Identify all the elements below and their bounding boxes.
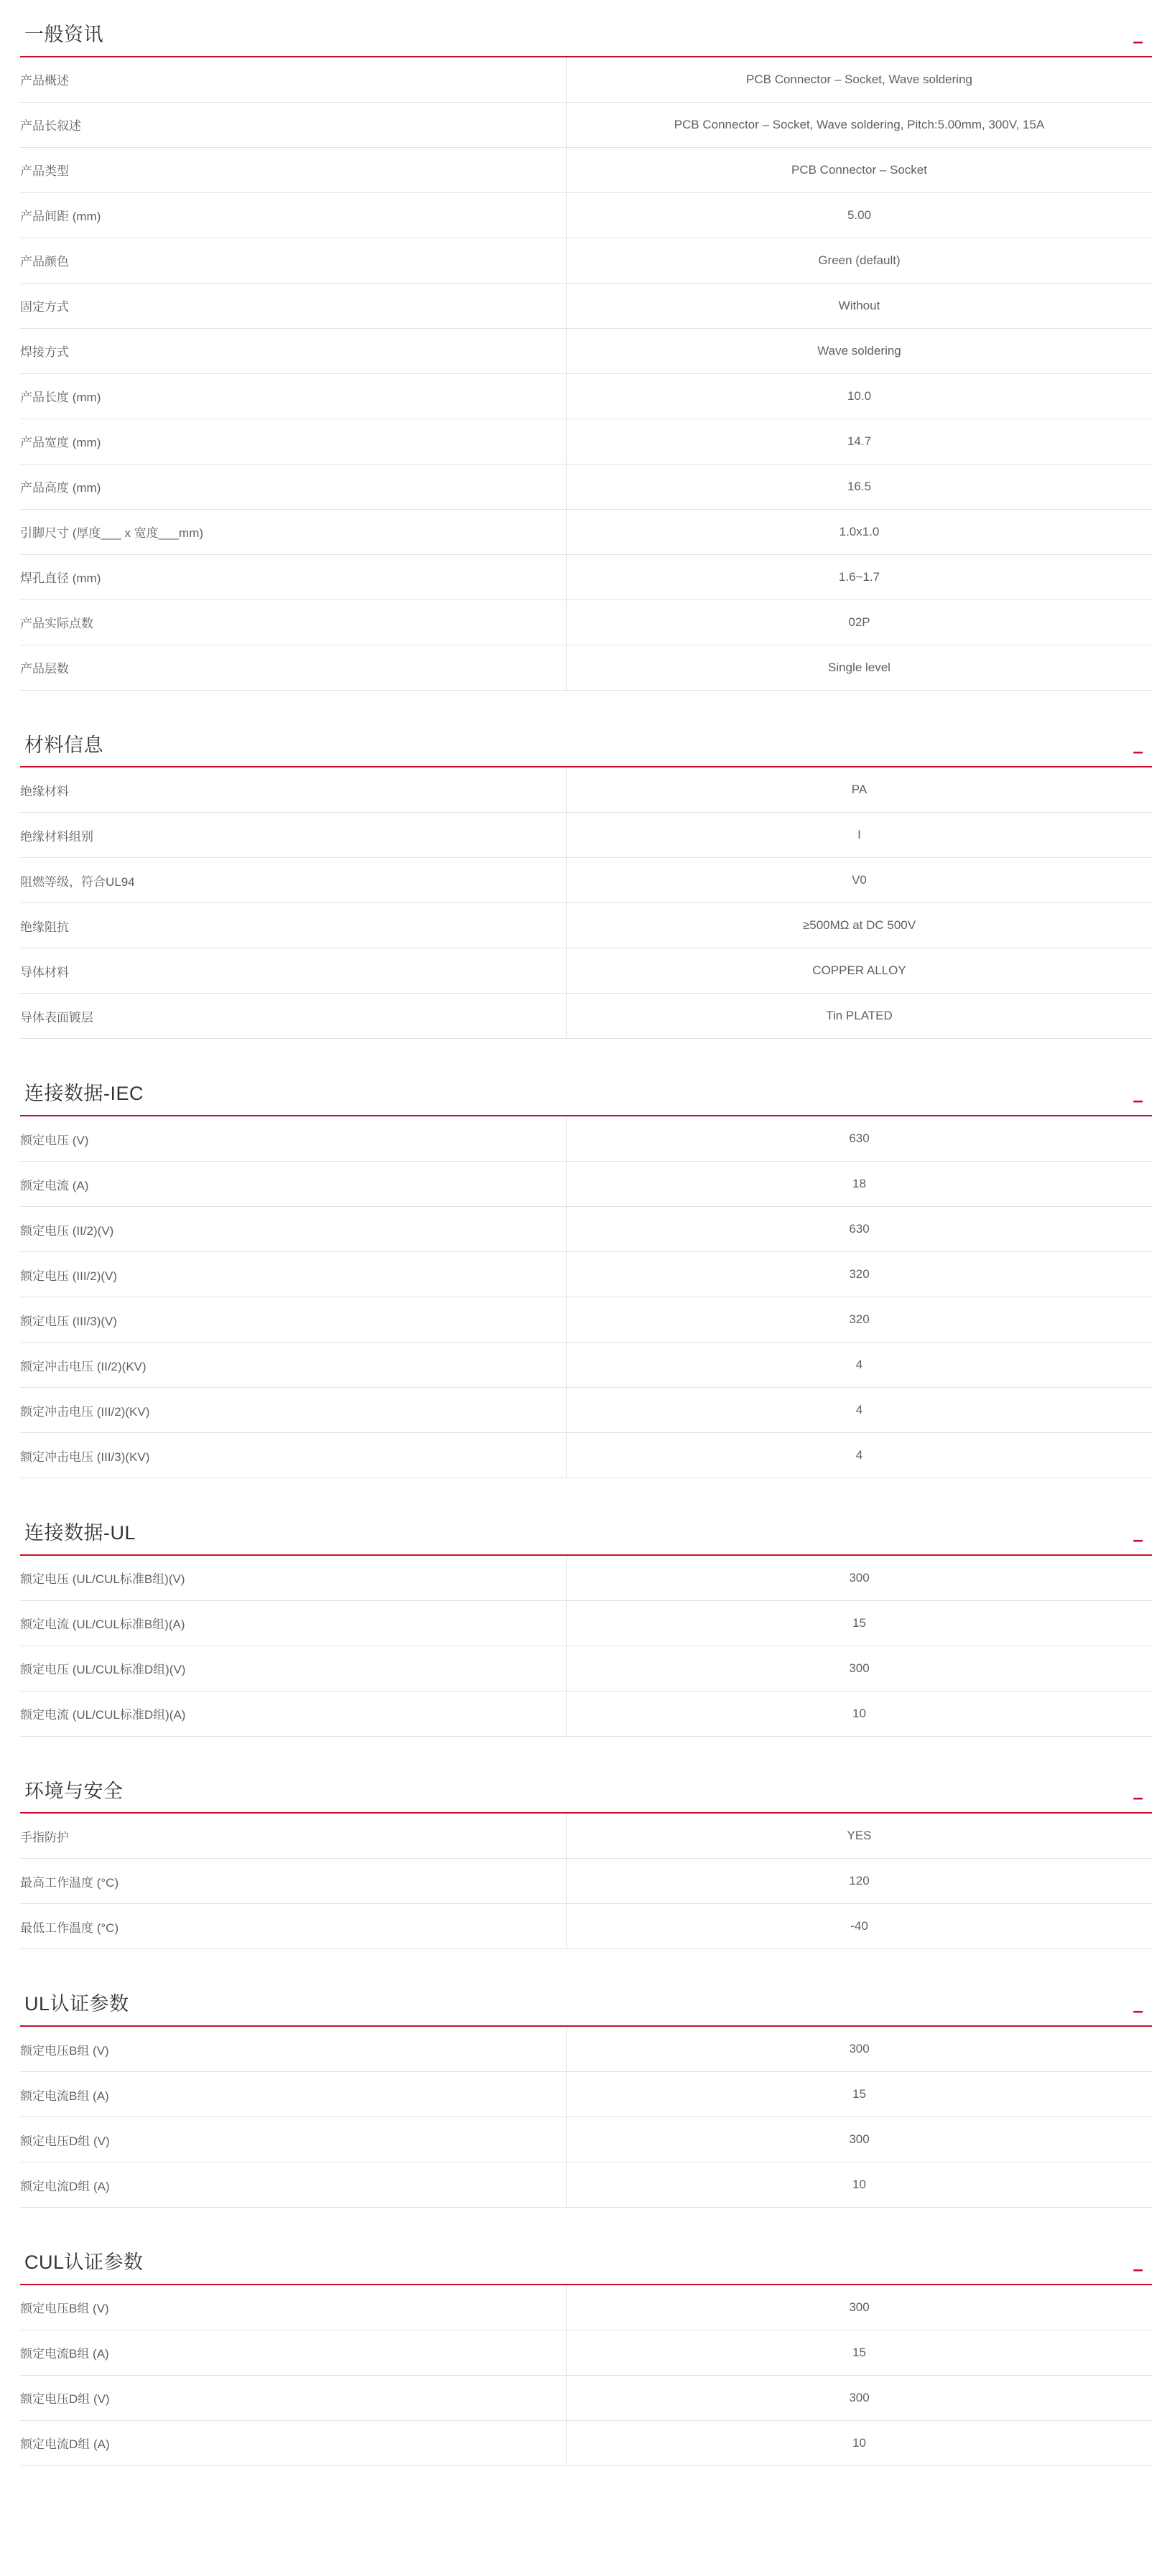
spec-label: 最高工作温度 (°C) xyxy=(20,1859,567,1904)
section-title: 一般资讯 xyxy=(24,24,103,45)
table-row xyxy=(20,599,1152,645)
spec-value: -40 xyxy=(567,1904,1153,1949)
spec-value: V0 xyxy=(567,858,1153,903)
spec-value: 300 xyxy=(567,2285,1153,2330)
spec-value: PA xyxy=(567,767,1153,813)
section-header[interactable] xyxy=(20,1083,1152,1116)
section-title: UL认证参数 xyxy=(24,1993,129,2015)
spec-label: 额定电压D组 (V) xyxy=(20,2117,567,2162)
spec-label: 额定冲击电压 (III/2)(KV) xyxy=(20,1388,567,1433)
spec-section xyxy=(0,1083,1172,1478)
table-row xyxy=(20,1691,1152,1736)
spec-label: 产品间距 (mm) xyxy=(20,192,567,238)
spec-label: 额定电流B组 (A) xyxy=(20,2072,567,2117)
table-row xyxy=(20,419,1152,464)
section-title: CUL认证参数 xyxy=(24,2251,144,2274)
spec-value: 4 xyxy=(567,1343,1153,1388)
table-row xyxy=(20,645,1152,690)
table-row xyxy=(20,328,1152,373)
table-row xyxy=(20,1814,1152,1859)
spec-value: Wave soldering xyxy=(567,328,1153,373)
spec-section xyxy=(0,24,1172,691)
section-spacer xyxy=(0,691,1172,735)
table-row xyxy=(20,192,1152,238)
spec-table xyxy=(20,2027,1152,2208)
spec-label: 焊接方式 xyxy=(20,328,567,373)
spec-label: 额定电压 (III/2)(V) xyxy=(20,1252,567,1297)
spec-table xyxy=(20,1556,1152,1737)
spec-label: 额定电压 (UL/CUL标准D组)(V) xyxy=(20,1646,567,1691)
collapse-minus-icon[interactable]: – xyxy=(1133,1528,1143,1550)
table-row xyxy=(20,2375,1152,2420)
table-row xyxy=(20,1646,1152,1691)
spec-value: COPPER ALLOY xyxy=(567,948,1153,994)
table-row xyxy=(20,1433,1152,1478)
table-row xyxy=(20,1116,1152,1162)
spec-label: 产品宽度 (mm) xyxy=(20,419,567,464)
table-row xyxy=(20,283,1152,328)
spec-value: 5.00 xyxy=(567,192,1153,238)
spec-label: 引脚尺寸 (厚度___ x 宽度___mm) xyxy=(20,509,567,554)
spec-value: 300 xyxy=(567,2117,1153,2162)
spec-label: 最低工作温度 (°C) xyxy=(20,1904,567,1949)
spec-label: 阻燃等级，符合UL94 xyxy=(20,858,567,903)
spec-label: 绝缘阻抗 xyxy=(20,903,567,948)
table-row xyxy=(20,1388,1152,1433)
section-header[interactable] xyxy=(20,1523,1152,1556)
table-row xyxy=(20,2072,1152,2117)
table-row xyxy=(20,238,1152,283)
spec-label: 导体表面镀层 xyxy=(20,994,567,1039)
collapse-minus-icon[interactable]: – xyxy=(1133,1999,1143,2022)
spec-value: 630 xyxy=(567,1207,1153,1252)
table-row xyxy=(20,57,1152,103)
spec-label: 额定电压 (V) xyxy=(20,1116,567,1162)
spec-label: 额定电流D组 (A) xyxy=(20,2420,567,2465)
table-row xyxy=(20,1904,1152,1949)
spec-value: 15 xyxy=(567,2330,1153,2375)
spec-value: 320 xyxy=(567,1297,1153,1343)
table-row xyxy=(20,2027,1152,2072)
spec-table xyxy=(20,767,1152,1039)
spec-value: 10 xyxy=(567,2420,1153,2465)
collapse-minus-icon[interactable]: – xyxy=(1133,1089,1143,1111)
spec-label: 产品颜色 xyxy=(20,238,567,283)
spec-value: 1.0x1.0 xyxy=(567,509,1153,554)
spec-value: Green (default) xyxy=(567,238,1153,283)
section-spacer xyxy=(0,1039,1172,1083)
spec-value: I xyxy=(567,813,1153,858)
spec-value: 10 xyxy=(567,2162,1153,2208)
table-row xyxy=(20,948,1152,994)
spec-value: 300 xyxy=(567,2375,1153,2420)
spec-value: 4 xyxy=(567,1388,1153,1433)
table-row xyxy=(20,509,1152,554)
table-row xyxy=(20,994,1152,1039)
table-row xyxy=(20,2117,1152,2162)
table-row xyxy=(20,554,1152,599)
spec-table xyxy=(20,57,1152,691)
spec-value: PCB Connector – Socket, Wave soldering xyxy=(567,57,1153,103)
spec-table xyxy=(20,1814,1152,1949)
spec-value: 300 xyxy=(567,1646,1153,1691)
spec-label: 额定电压 (UL/CUL标准B组)(V) xyxy=(20,1556,567,1601)
spec-label: 产品概述 xyxy=(20,57,567,103)
spec-value: 1.6~1.7 xyxy=(567,554,1153,599)
spec-value: PCB Connector – Socket, Wave soldering, Pitch:5.00mm, 300V, 15A xyxy=(567,102,1153,147)
spec-label: 额定电流 (A) xyxy=(20,1162,567,1207)
table-row xyxy=(20,767,1152,813)
collapse-minus-icon[interactable]: – xyxy=(1133,740,1143,762)
table-row xyxy=(20,1556,1152,1601)
spec-value: 320 xyxy=(567,1252,1153,1297)
spec-section xyxy=(0,1781,1172,1950)
section-header[interactable] xyxy=(20,2252,1152,2285)
spec-value: 4 xyxy=(567,1433,1153,1478)
table-row xyxy=(20,373,1152,419)
section-title: 材料信息 xyxy=(24,734,103,756)
spec-value: 15 xyxy=(567,1600,1153,1646)
spec-section xyxy=(0,2252,1172,2466)
section-header[interactable] xyxy=(20,24,1152,57)
spec-value: 120 xyxy=(567,1859,1153,1904)
spec-label: 额定冲击电压 (III/3)(KV) xyxy=(20,1433,567,1478)
spec-label: 额定电流B组 (A) xyxy=(20,2330,567,2375)
spec-section xyxy=(0,1523,1172,1737)
spec-label: 额定电流D组 (A) xyxy=(20,2162,567,2208)
spec-value: 14.7 xyxy=(567,419,1153,464)
table-row xyxy=(20,1207,1152,1252)
spec-label: 额定电压B组 (V) xyxy=(20,2027,567,2072)
section-title: 连接数据-IEC xyxy=(24,1083,144,1105)
spec-value: Single level xyxy=(567,645,1153,690)
spec-label: 固定方式 xyxy=(20,283,567,328)
spec-value: 10.0 xyxy=(567,373,1153,419)
spec-label: 额定电压 (III/3)(V) xyxy=(20,1297,567,1343)
table-row xyxy=(20,102,1152,147)
top-spacer xyxy=(0,0,1172,24)
table-row xyxy=(20,464,1152,509)
collapse-minus-icon[interactable]: – xyxy=(1133,2257,1143,2279)
section-title: 连接数据-UL xyxy=(24,1522,136,1544)
spec-label: 额定电压D组 (V) xyxy=(20,2375,567,2420)
spec-value: 300 xyxy=(567,2027,1153,2072)
section-spacer xyxy=(0,1737,1172,1781)
table-row xyxy=(20,1297,1152,1343)
table-row xyxy=(20,903,1152,948)
spec-label: 产品长度 (mm) xyxy=(20,373,567,419)
table-row xyxy=(20,858,1152,903)
spec-value: PCB Connector – Socket xyxy=(567,147,1153,192)
table-row xyxy=(20,1162,1152,1207)
spec-value: 630 xyxy=(567,1116,1153,1162)
collapse-minus-icon[interactable]: – xyxy=(1133,29,1143,52)
spec-table xyxy=(20,1116,1152,1478)
spec-label: 额定冲击电压 (II/2)(KV) xyxy=(20,1343,567,1388)
spec-value: 18 xyxy=(567,1162,1153,1207)
table-row xyxy=(20,813,1152,858)
spec-section xyxy=(0,1994,1172,2208)
spec-label: 手指防护 xyxy=(20,1814,567,1859)
spec-label: 产品层数 xyxy=(20,645,567,690)
section-header[interactable] xyxy=(20,1994,1152,2027)
spec-label: 额定电流 (UL/CUL标准B组)(A) xyxy=(20,1600,567,1646)
spec-label: 绝缘材料组别 xyxy=(20,813,567,858)
spec-sections xyxy=(0,24,1172,2466)
table-row xyxy=(20,147,1152,192)
spec-section xyxy=(0,735,1172,1040)
table-row xyxy=(20,2162,1152,2208)
table-row xyxy=(20,1252,1152,1297)
table-row xyxy=(20,1343,1152,1388)
collapse-minus-icon[interactable]: – xyxy=(1133,1786,1143,1809)
spec-table xyxy=(20,2285,1152,2466)
spec-value: 10 xyxy=(567,1691,1153,1736)
spec-value: ≥500MΩ at DC 500V xyxy=(567,903,1153,948)
table-row xyxy=(20,2330,1152,2375)
spec-label: 焊孔直径 (mm) xyxy=(20,554,567,599)
spec-label: 导体材料 xyxy=(20,948,567,994)
section-title: 环境与安全 xyxy=(24,1780,124,1802)
spec-label: 产品实际点数 xyxy=(20,599,567,645)
section-spacer xyxy=(0,2208,1172,2252)
spec-label: 产品长叙述 xyxy=(20,102,567,147)
section-header[interactable] xyxy=(20,735,1152,768)
table-row xyxy=(20,2285,1152,2330)
table-row xyxy=(20,1600,1152,1646)
table-row xyxy=(20,2420,1152,2465)
spec-value: YES xyxy=(567,1814,1153,1859)
spec-value: 15 xyxy=(567,2072,1153,2117)
spec-value: 16.5 xyxy=(567,464,1153,509)
section-spacer xyxy=(0,1949,1172,1994)
spec-value: Without xyxy=(567,283,1153,328)
spec-label: 产品高度 (mm) xyxy=(20,464,567,509)
spec-label: 产品类型 xyxy=(20,147,567,192)
section-spacer xyxy=(0,1478,1172,1523)
spec-label: 额定电压 (II/2)(V) xyxy=(20,1207,567,1252)
spec-value: Tin PLATED xyxy=(567,994,1153,1039)
spec-value: 02P xyxy=(567,599,1153,645)
section-header[interactable] xyxy=(20,1781,1152,1814)
spec-label: 绝缘材料 xyxy=(20,767,567,813)
spec-label: 额定电流 (UL/CUL标准D组)(A) xyxy=(20,1691,567,1736)
spec-value: 300 xyxy=(567,1556,1153,1601)
table-row xyxy=(20,1859,1152,1904)
spec-label: 额定电压B组 (V) xyxy=(20,2285,567,2330)
